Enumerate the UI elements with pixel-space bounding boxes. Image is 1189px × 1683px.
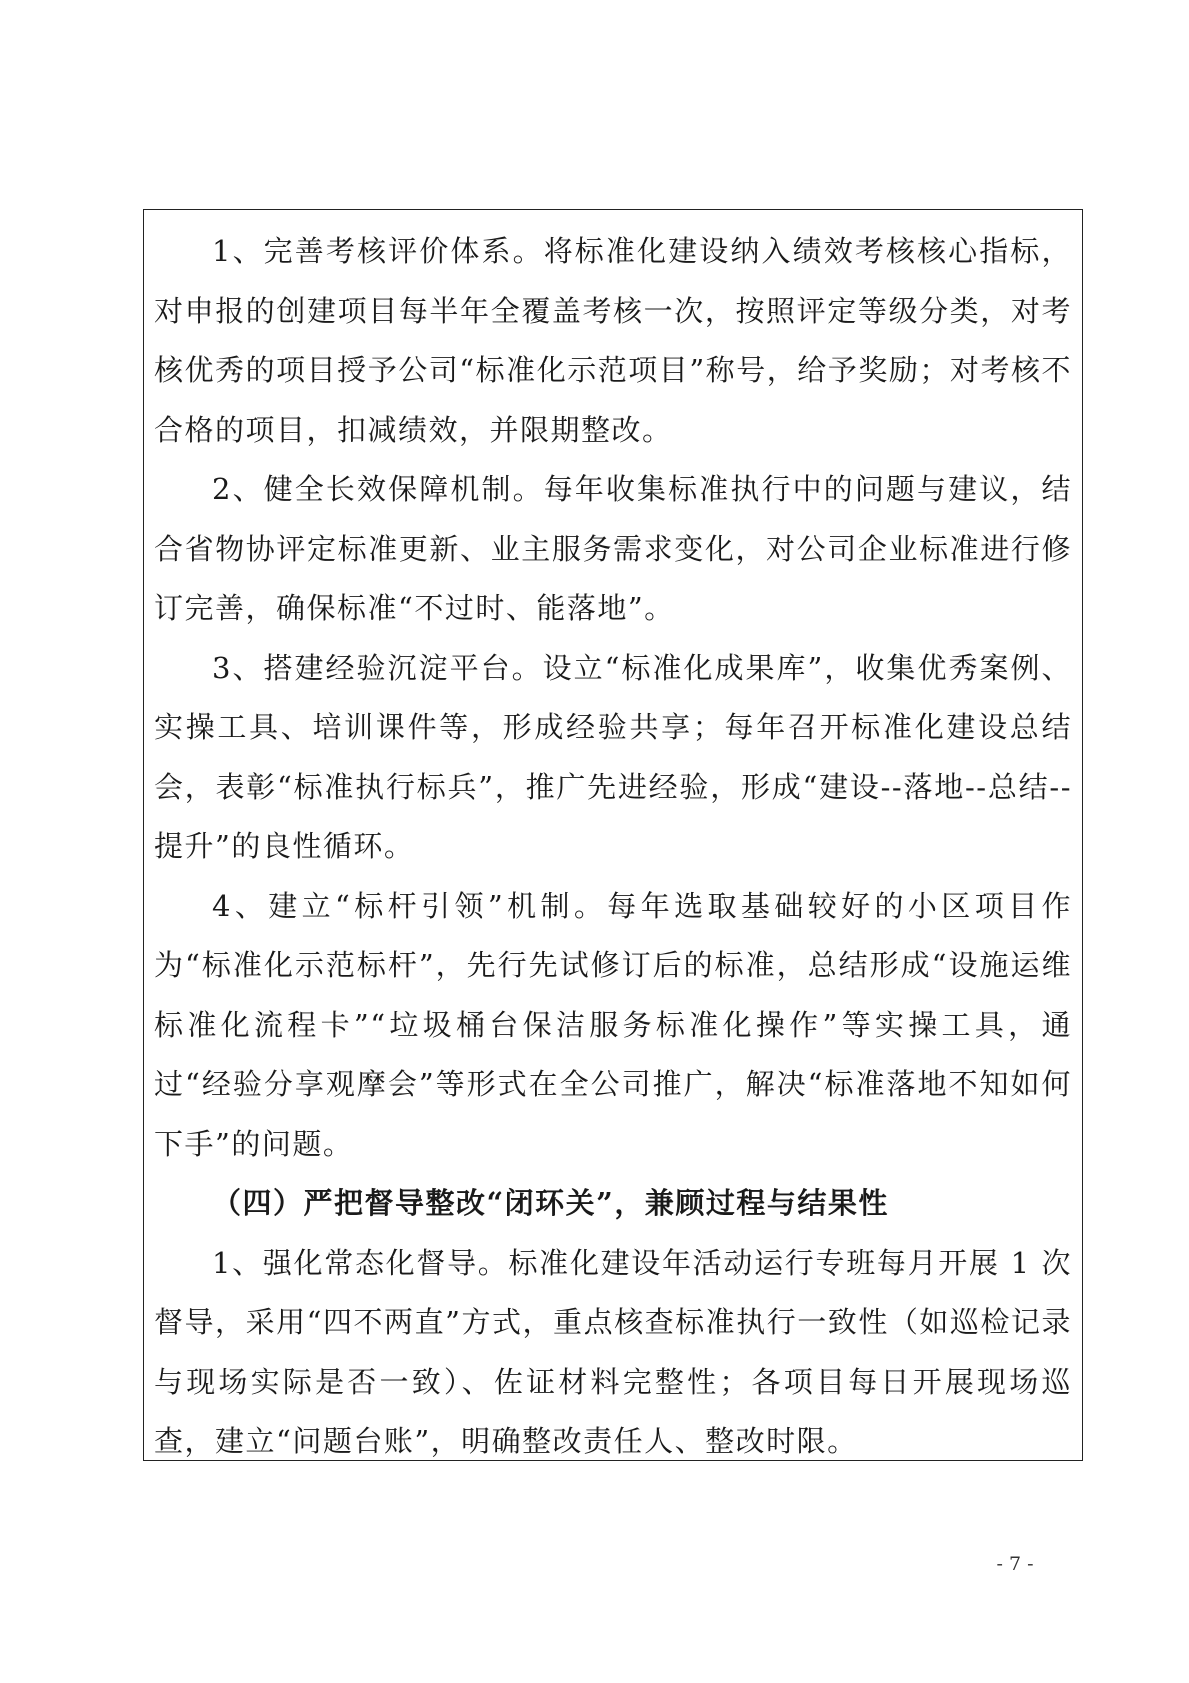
- paragraph-assessment-system: 1、完善考核评价体系。将标准化建设纳入绩效考核核心指标，对申报的创建项目每半年全覆盖考核一次，按照评定等级分类，对考核优秀的项目授予公司“标准化示范项目”称号，给予奖励；对考核不合格的项目，扣减绩效，并限期整改。: [154, 234, 1072, 447]
- section-heading-supervision: （四）严把督导整改“闭环关”，兼顾过程与结果性: [212, 1186, 889, 1220]
- paragraph-benchmark-mechanism: 4、建立“标杆引领”机制。每年选取基础较好的小区项目作为“标准化示范标杆”，先行先试修订后的标准，总结形成“设施运维标准化流程卡”“垃圾桶台保洁服务标准化操作”等实操工具，通过“经验分享观摩会”等形式在全公司推广，解决“标准落地不知如何下手”的问题。: [154, 888, 1072, 1161]
- paragraph-experience-platform: 3、搭建经验沉淀平台。设立“标准化成果库”，收集优秀案例、实操工具、培训课件等，形成经验共享；每年召开标准化建设总结会，表彰“标准执行标兵”，推广先进经验，形成“建设--落地--总结--提升”的良性循环。: [154, 650, 1072, 863]
- paragraph-guarantee-mechanism: 2、健全长效保障机制。每年收集标准执行中的问题与建议，结合省物协评定标准更新、业主服务需求变化，对公司企业标准进行修订完善，确保标准“不过时、能落地”。: [154, 472, 1072, 625]
- document-body: [154, 222, 1072, 1472]
- paragraph-routine-supervision: 1、强化常态化督导。标准化建设年活动运行专班每月开展 1 次督导，采用“四不两直”方式，重点核查标准执行一致性（如巡检记录与现场实际是否一致）、佐证材料完整性；各项目每日开展现场巡查，建立“问题台账”，明确整改责任人、整改时限。: [154, 1245, 1072, 1458]
- page-number: - 7 -: [996, 1553, 1034, 1575]
